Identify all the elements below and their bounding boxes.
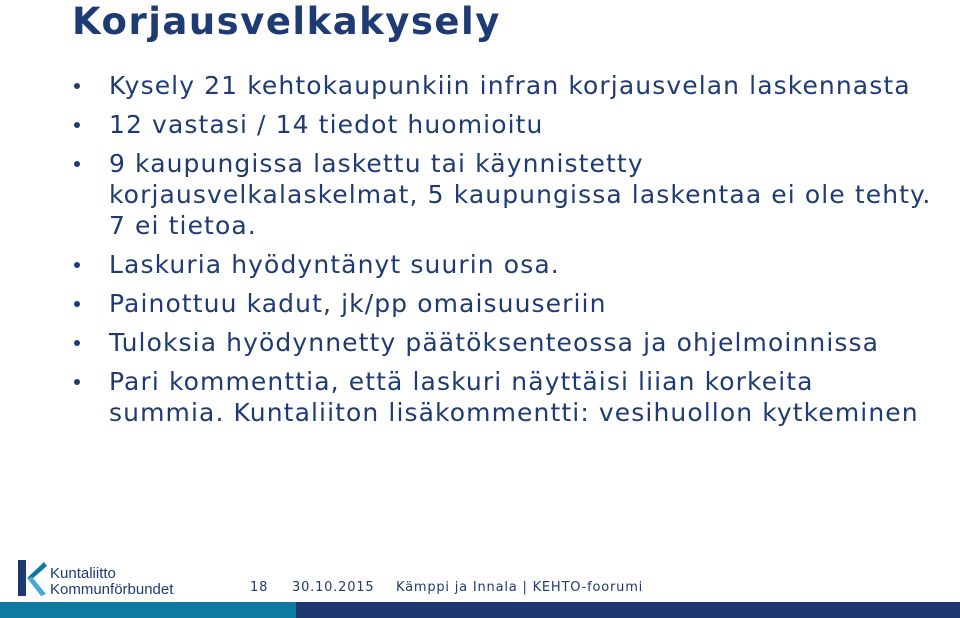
bullet-text: Tuloksia hyödynnetty päätöksenteossa ja ohjelmoinnissa	[109, 328, 880, 357]
bullet-icon	[74, 83, 80, 89]
bullet-text: Laskuria hyödyntänyt suurin osa.	[109, 250, 560, 279]
bullet-text: 9 kaupungissa laskettu tai käynnistetty korjausvelkalaskelmat, 5 kaupungissa laskentaa ei ole tehty. 7 ei tietoa.	[109, 149, 932, 240]
bullet-text: Pari kommenttia, että laskuri näyttäisi liian korkeita summia. Kuntaliiton lisäkommentti: vesihuollon kytkeminen	[109, 367, 919, 427]
page-number: 18	[250, 580, 269, 595]
slide-title: Korjausvelkakysely	[72, 0, 501, 43]
footer-bar-right	[296, 602, 960, 618]
kuntaliitto-logo	[16, 556, 206, 600]
logo-text	[50, 566, 173, 598]
bullet-icon	[74, 161, 80, 167]
bullet-icon	[74, 262, 80, 268]
bullet-icon	[74, 379, 80, 385]
logo-line1: Kuntaliitto	[50, 565, 116, 582]
bullet-text: 12 vastasi / 14 tiedot huomioitu	[109, 110, 544, 139]
bullet-item	[72, 327, 932, 358]
bullet-item	[72, 109, 932, 140]
footer-bar-left	[0, 602, 296, 618]
footer-bar	[0, 602, 960, 618]
bullet-item	[72, 70, 932, 101]
kuntaliitto-logo-mark-icon	[16, 558, 48, 598]
bullet-text: Kysely 21 kehtokaupunkiin infran korjausvelan laskennasta	[109, 71, 911, 100]
bullet-icon	[74, 340, 80, 346]
bullet-item	[72, 249, 932, 280]
bullet-text: Painottuu kadut, jk/pp omaisuuseriin	[109, 289, 607, 318]
bullet-list	[72, 70, 932, 436]
footer-text: Kämppi ja Innala | KEHTO-foorumi	[396, 580, 644, 595]
bullet-item	[72, 148, 932, 241]
bullet-icon	[74, 301, 80, 307]
logo-line2: Kommunförbundet	[50, 581, 174, 598]
bullet-item	[72, 288, 932, 319]
bullet-icon	[74, 122, 80, 128]
bullet-item	[72, 366, 932, 428]
slide-footer	[0, 556, 960, 618]
footer-date: 30.10.2015	[292, 580, 375, 595]
